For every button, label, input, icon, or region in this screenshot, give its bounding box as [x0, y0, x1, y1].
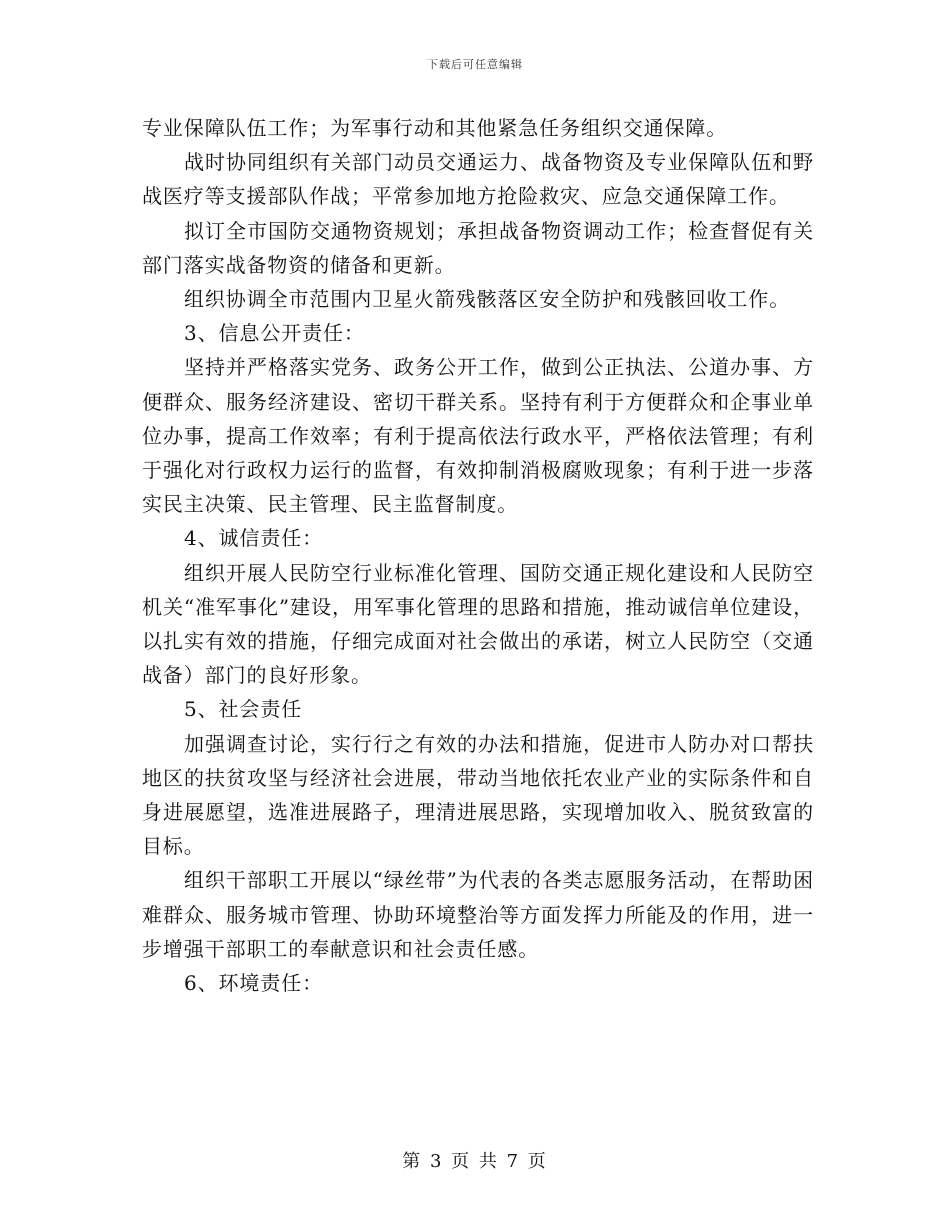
section-heading-environment: 6、环境责任： — [184, 971, 324, 996]
paragraph-info-disclosure: 坚持并严格落实党务、政务公开工作，做到公正执法、公道办事、方便群众、服务经济建设、密切干群关系。坚持有利于方便群众和企事业单位办事，提高工作效率；有利于提高依法行政水平，严格依法管理；有利于强化对行政权力运行的监督，有效抑制消极腐败现象；有利于进一步落实民主决策、民主管理、民主监督制度。 — [142, 355, 814, 517]
document-body — [142, 111, 814, 1000]
paragraph-1: 专业保障队伍工作；为军事行动和其他紧急任务组织交通保障。 — [142, 116, 728, 140]
paragraph-2: 战时协同组织有关部门动员交通运力、战备物资及专业保障队伍和野战医疗等支援部队作战；平常参加地方抢险救灾、应急交通保障工作。 — [142, 150, 814, 209]
page-number: 第 3 页 共 7 页 — [402, 1151, 548, 1172]
section-heading-social: 5、社会责任 — [184, 697, 303, 722]
section-heading-integrity: 4、诚信责任： — [184, 526, 324, 551]
paragraph-integrity: 组织开展人民防空行业标准化管理、国防交通正规化建设和人民防空机关“准军事化”建设，用军事化管理的思路和措施，推动诚信单位建设，以扎实有效的措施，仔细完成面对社会做出的承诺，树立人民防空（交通战备）部门的良好形象。 — [142, 560, 814, 688]
section-heading-info-disclosure: 3、信息公开责任： — [184, 321, 365, 346]
paragraph-4: 组织协调全市范围内卫星火箭残骸落区安全防护和残骸回收工作。 — [184, 287, 791, 312]
paragraph-social-1: 加强调查讨论，实行行之有效的办法和措施，促进市人防办对口帮扶地区的扶贫攻坚与经济社会进展，带动当地依托农业产业的实际条件和自身进展愿望，选准进展路子，理清进展思路，实现增加收入、脱贫致富的目标。 — [142, 731, 814, 859]
paragraph-social-2: 组织干部职工开展以“绿丝带”为代表的各类志愿服务活动，在帮助困难群众、服务城市管理、协助环境整治等方面发挥力所能及的作用，进一步增强干部职工的奉献意识和社会责任感。 — [142, 868, 814, 961]
paragraph-3: 拟订全市国防交通物资规划；承担战备物资调动工作；检查督促有关部门落实战备物资的储备和更新。 — [142, 218, 814, 277]
page-header-note: 下载后可任意编辑 — [427, 58, 523, 71]
